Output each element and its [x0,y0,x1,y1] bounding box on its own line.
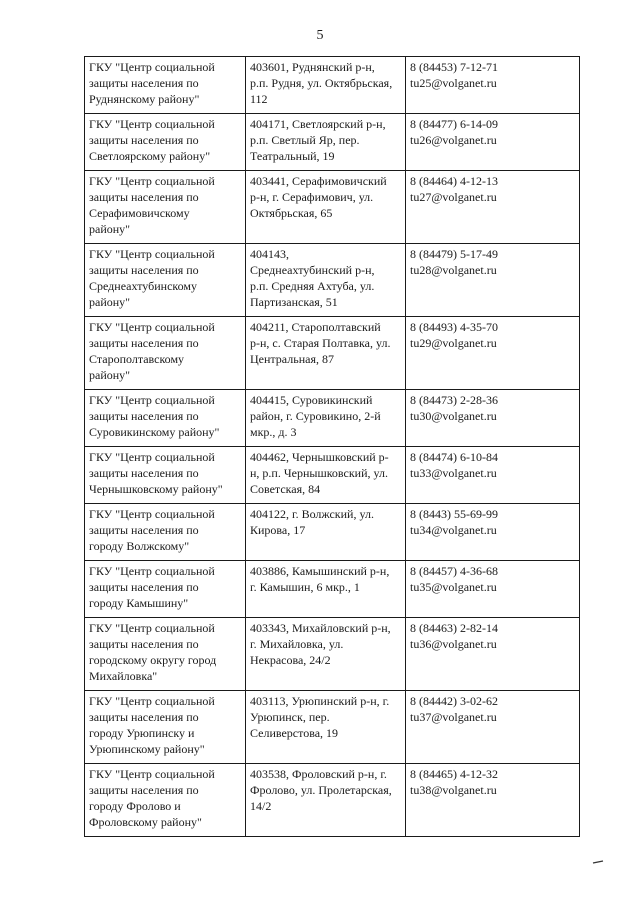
table-row [85,57,580,114]
institution-name-cell-line: ГКУ "Центр социальной [89,117,215,131]
contact-cell [406,57,580,114]
address-cell-line: Урюпинск, пер. [250,710,330,724]
institution-name-cell-line: защиты населения по [89,409,199,423]
address-cell-line: 403343, Михайловский р-н, [250,621,391,635]
institution-name-cell-line: Старополтавскому [89,352,185,366]
phone-number: 8 (84473) 2-28-36 [410,393,498,407]
address-cell [246,390,406,447]
institution-name-cell-line: защиты населения по [89,76,199,90]
institution-name-cell-line: Фроловскому району" [89,815,202,829]
address-cell-line: Партизанская, 51 [250,295,338,309]
address-cell-line: 403886, Камышинский р-н, [250,564,390,578]
address-cell [246,504,406,561]
address-cell-line: Некрасова, 24/2 [250,653,331,667]
scan-mark [592,860,604,864]
institution-name-cell-line: Суровикинскому району" [89,425,220,439]
table-row [85,447,580,504]
address-cell-line: Фролово, ул. Пролетарская, [250,783,392,797]
institution-name-cell-line: городу Урюпинску и [89,726,195,740]
email-address: tu25@volganet.ru [410,76,497,90]
institution-name-cell-line: защиты населения по [89,336,199,350]
address-cell-line: 403538, Фроловский р-н, г. [250,767,387,781]
address-cell [246,57,406,114]
institution-name-cell [85,114,246,171]
address-cell-line: р.п. Светлый Яр, пер. [250,133,360,147]
address-cell-line: 404462, Чернышковский р- [250,450,389,464]
institution-name-cell-line: защиты населения по [89,523,199,537]
contact-cell [406,317,580,390]
institution-name-cell [85,57,246,114]
table-row [85,317,580,390]
table-row [85,171,580,244]
institution-name-cell-line: ГКУ "Центр социальной [89,320,215,334]
phone-number: 8 (84479) 5-17-49 [410,247,498,261]
address-cell [246,691,406,764]
phone-number: 8 (8443) 55-69-99 [410,507,498,521]
address-cell-line: г. Камышин, 6 мкр., 1 [250,580,360,594]
address-cell-line: 404171, Светлоярский р-н, [250,117,386,131]
institution-name-cell-line: ГКУ "Центр социальной [89,174,215,188]
email-address: tu30@volganet.ru [410,409,497,423]
institution-name-cell-line: городскому округу город [89,653,217,667]
institution-name-cell-line: ГКУ "Центр социальной [89,247,215,261]
institution-name-cell-line: городу Фролово и [89,799,181,813]
email-address: tu34@volganet.ru [410,523,497,537]
phone-number: 8 (84465) 4-12-32 [410,767,498,781]
address-cell [246,171,406,244]
contact-cell [406,691,580,764]
address-cell-line: 404122, г. Волжский, ул. [250,507,374,521]
institution-name-cell [85,764,246,837]
address-cell-line: р.п. Средняя Ахтуба, ул. [250,279,375,293]
institution-name-cell-line: защиты населения по [89,710,199,724]
institution-name-cell-line: ГКУ "Центр социальной [89,393,215,407]
phone-number: 8 (84474) 6-10-84 [410,450,498,464]
phone-number: 8 (84464) 4-12-13 [410,174,498,188]
phone-number: 8 (84493) 4-35-70 [410,320,498,334]
address-cell-line: мкр., д. 3 [250,425,297,439]
institution-name-cell-line: защиты населения по [89,263,199,277]
address-cell-line: н, р.п. Чернышковский, ул. [250,466,388,480]
institution-name-cell-line: защиты населения по [89,190,199,204]
email-address: tu33@volganet.ru [410,466,497,480]
phone-number: 8 (84477) 6-14-09 [410,117,498,131]
institution-name-cell-line: защиты населения по [89,133,199,147]
address-cell [246,244,406,317]
institution-name-cell [85,691,246,764]
institution-name-cell [85,561,246,618]
address-cell-line: 404143, [250,247,289,261]
institution-name-cell-line: защиты населения по [89,466,199,480]
institution-name-cell-line: Михайловка" [89,669,158,683]
email-address: tu38@volganet.ru [410,783,497,797]
address-cell-line: Селиверстова, 19 [250,726,339,740]
contact-cell [406,764,580,837]
institution-name-cell-line: Серафимовичскому [89,206,190,220]
address-cell-line: 404211, Старополтавский [250,320,381,334]
address-cell-line: 403601, Руднянский р-н, [250,60,375,74]
institution-name-cell-line: городу Камышину" [89,596,189,610]
address-cell-line: р.п. Рудня, ул. Октябрьская, [250,76,393,90]
email-address: tu36@volganet.ru [410,637,497,651]
address-cell [246,114,406,171]
offices-table [84,56,580,837]
address-cell-line: р-н, с. Старая Полтавка, ул. [250,336,391,350]
email-address: tu37@volganet.ru [410,710,497,724]
institution-name-cell-line: ГКУ "Центр социальной [89,507,215,521]
institution-name-cell-line: Чернышковскому району" [89,482,223,496]
contact-cell [406,618,580,691]
institution-name-cell-line: району" [89,295,131,309]
institution-name-cell-line: ГКУ "Центр социальной [89,621,215,635]
table-row [85,244,580,317]
email-address: tu35@volganet.ru [410,580,497,594]
address-cell-line: Кирова, 17 [250,523,306,537]
address-cell-line: Октябрьская, 65 [250,206,333,220]
address-cell-line: Среднеахтубинский р-н, [250,263,375,277]
address-cell-line: 112 [250,92,268,106]
institution-name-cell [85,390,246,447]
institution-name-cell-line: ГКУ "Центр социальной [89,60,215,74]
phone-number: 8 (84463) 2-82-14 [410,621,498,635]
institution-name-cell-line: Среднеахтубинскому [89,279,197,293]
table-row [85,691,580,764]
institution-name-cell [85,317,246,390]
table-row [85,561,580,618]
institution-name-cell-line: Светлоярскому району" [89,149,211,163]
email-address: tu27@volganet.ru [410,190,497,204]
institution-name-cell-line: ГКУ "Центр социальной [89,450,215,464]
institution-name-cell-line: району" [89,222,131,236]
table-row [85,504,580,561]
institution-name-cell [85,504,246,561]
address-cell-line: Советская, 84 [250,482,321,496]
table-row [85,618,580,691]
email-address: tu29@volganet.ru [410,336,497,350]
address-cell-line: район, г. Суровикино, 2-й [250,409,381,423]
contact-cell [406,390,580,447]
table-row [85,114,580,171]
address-cell-line: г. Михайловка, ул. [250,637,344,651]
address-cell-line: 14/2 [250,799,272,813]
address-cell [246,618,406,691]
institution-name-cell [85,447,246,504]
address-cell-line: р-н, г. Серафимович, ул. [250,190,374,204]
address-cell-line: 403441, Серафимовичский [250,174,387,188]
institution-name-cell [85,244,246,317]
address-cell [246,317,406,390]
institution-name-cell-line: Руднянскому району" [89,92,200,106]
institution-name-cell-line: ГКУ "Центр социальной [89,694,215,708]
institution-name-cell-line: защиты населения по [89,637,199,651]
address-cell-line: Центральная, 87 [250,352,334,366]
address-cell-line: Театральный, 19 [250,149,335,163]
phone-number: 8 (84442) 3-02-62 [410,694,498,708]
phone-number: 8 (84457) 4-36-68 [410,564,498,578]
institution-name-cell-line: городу Волжскому" [89,539,190,553]
contact-cell [406,244,580,317]
institution-name-cell [85,618,246,691]
institution-name-cell [85,171,246,244]
address-cell [246,764,406,837]
table-row [85,390,580,447]
institution-name-cell-line: ГКУ "Центр социальной [89,767,215,781]
contact-cell [406,114,580,171]
contact-cell [406,447,580,504]
table-body [85,57,580,837]
institution-name-cell-line: ГКУ "Центр социальной [89,564,215,578]
phone-number: 8 (84453) 7-12-71 [410,60,498,74]
email-address: tu28@volganet.ru [410,263,497,277]
contact-cell [406,171,580,244]
institution-name-cell-line: району" [89,368,131,382]
email-address: tu26@volganet.ru [410,133,497,147]
address-cell [246,447,406,504]
page-number: 5 [316,28,324,43]
table-row [85,764,580,837]
address-cell-line: 404415, Суровикинский [250,393,373,407]
address-cell [246,561,406,618]
institution-name-cell-line: Урюпинскому району" [89,742,205,756]
contact-cell [406,504,580,561]
address-cell-line: 403113, Урюпинский р-н, г. [250,694,390,708]
contact-cell [406,561,580,618]
institution-name-cell-line: защиты населения по [89,783,199,797]
institution-name-cell-line: защиты населения по [89,580,199,594]
